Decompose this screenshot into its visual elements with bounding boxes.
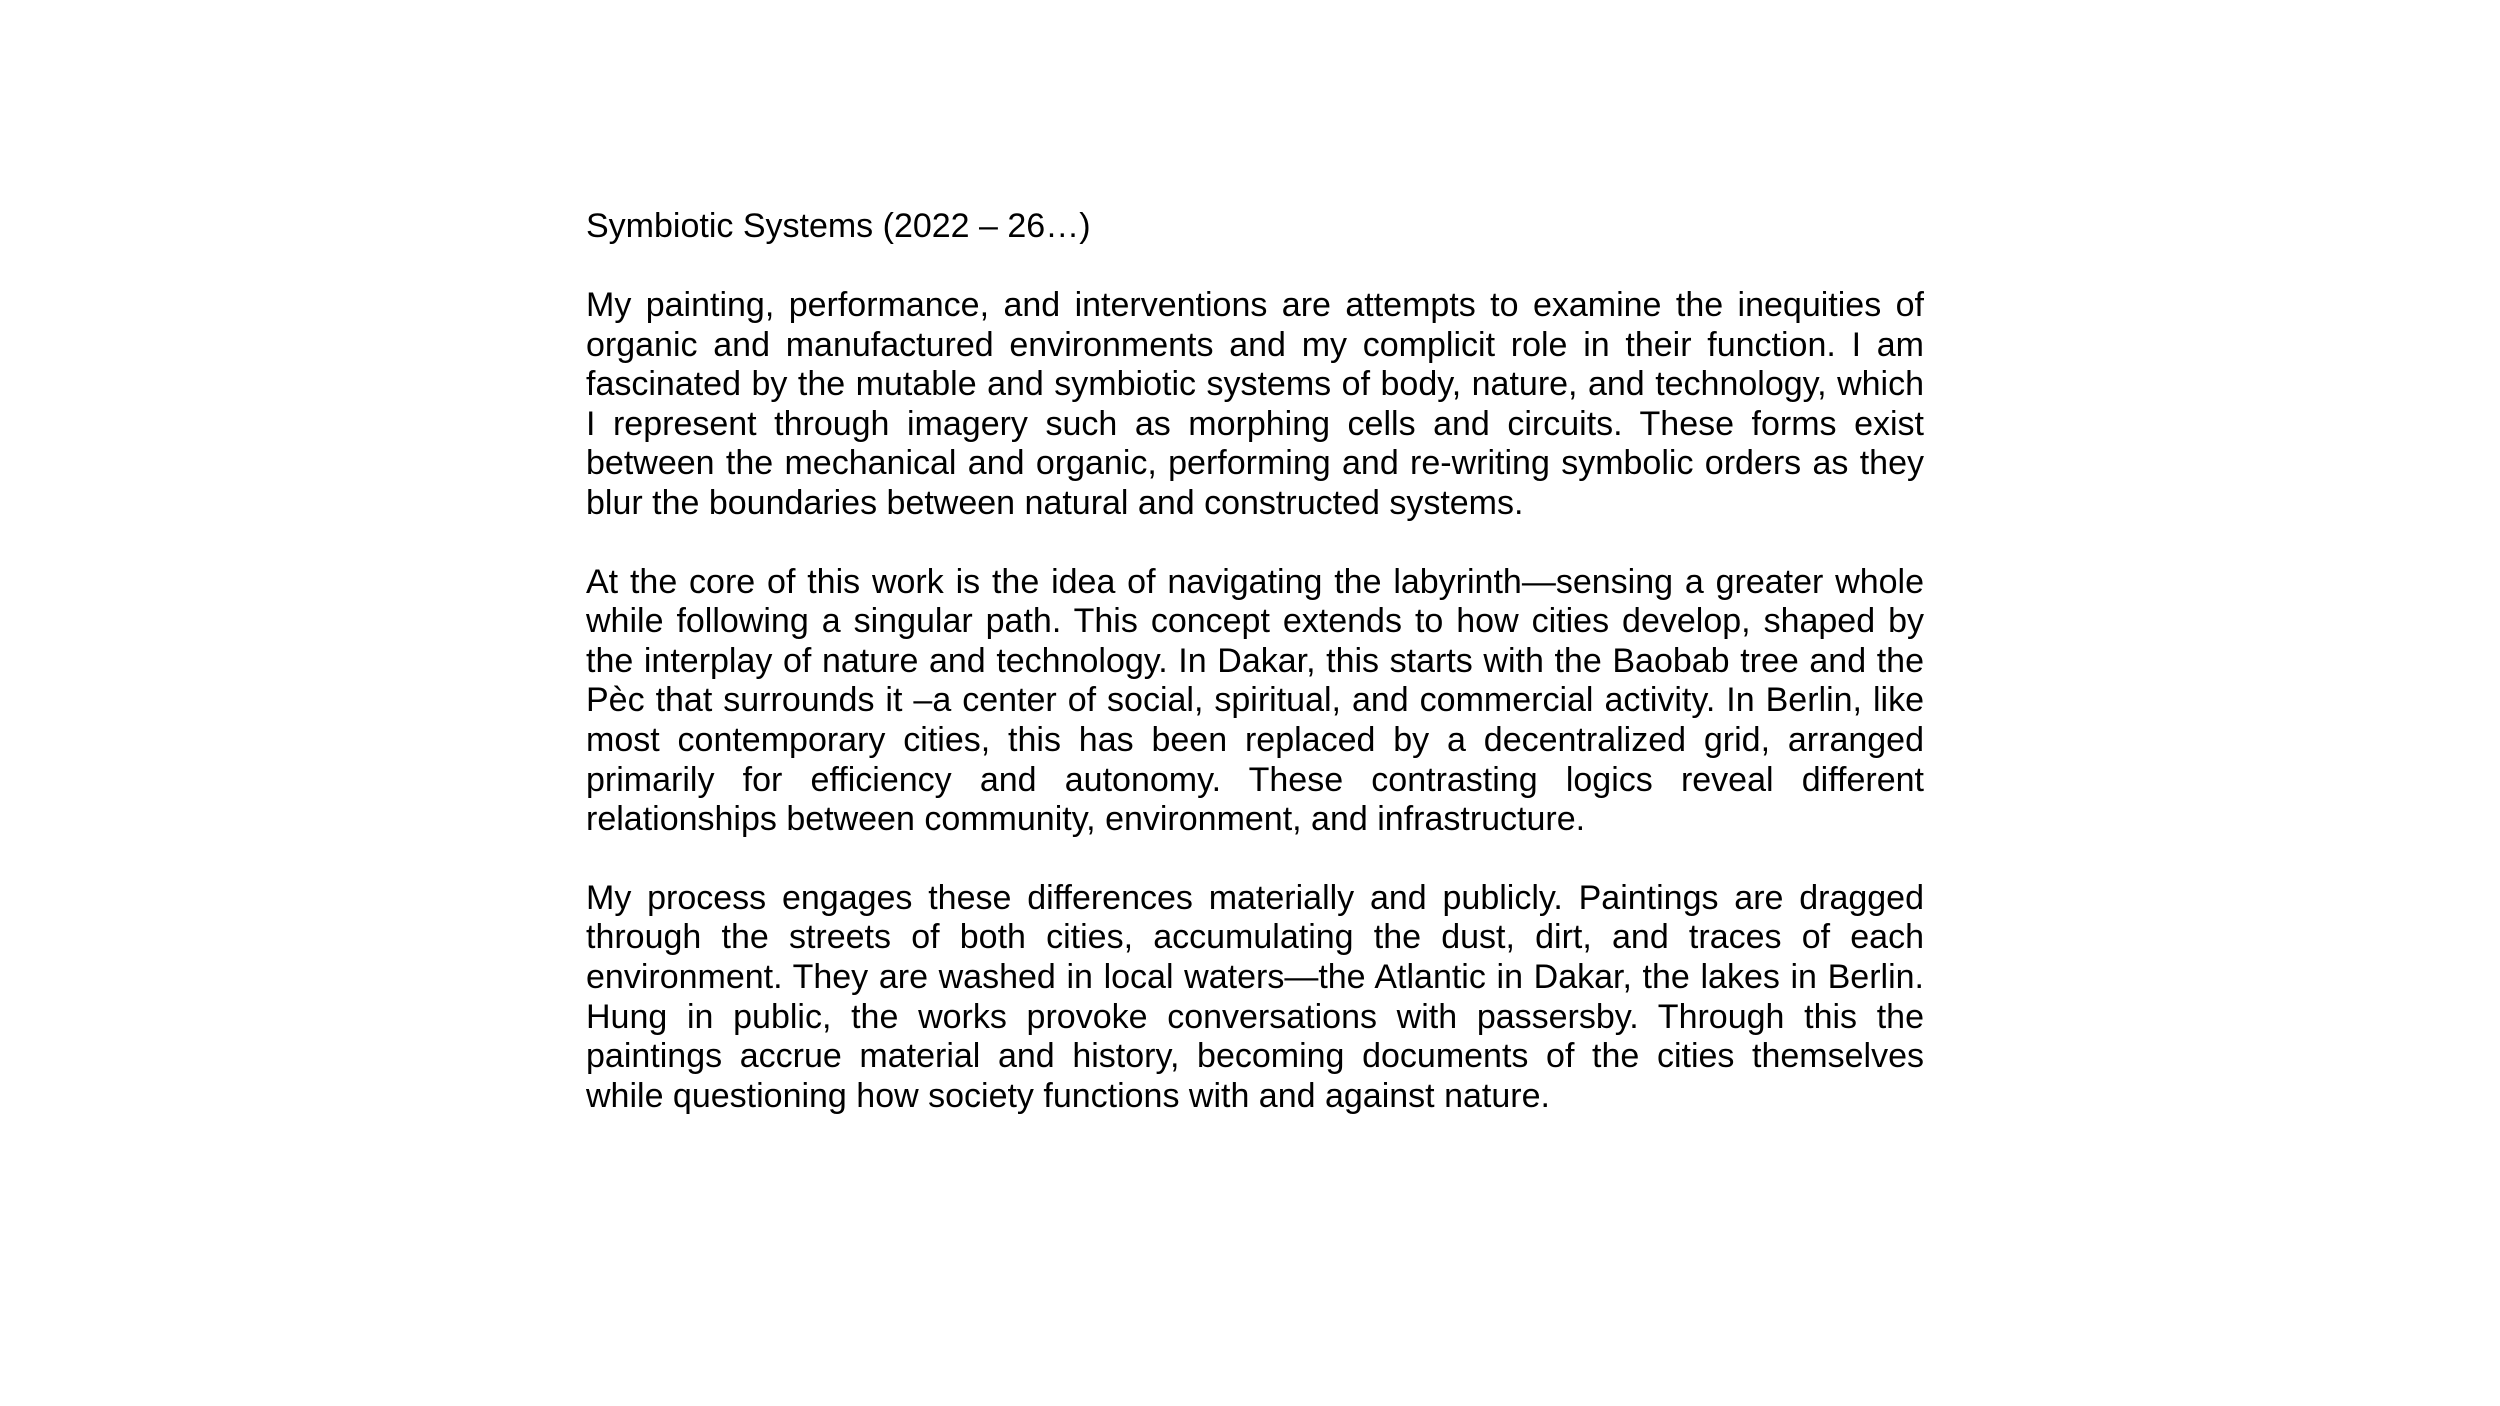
artist-statement	[586, 206, 1924, 1116]
paragraph-2: At the core of this work is the idea of navigating the labyrinth—sensing a greater whole while following a singular path. This concept extends to how cities develop, shaped by the interplay of nature and technology. In Dakar, this starts with the Baobab tree and the Pèc that surrounds it –a center of social, spiritual, and commercial activity. In Berlin, like most contemporary cities, this has been replaced by a decentralized grid, arranged primarily for efficiency and autonomy. These contrasting logics reveal different relationships between community, environment, and infrastructure.	[586, 562, 1924, 839]
paragraph-3: My process engages these differences materially and publicly. Paintings are dragged through the streets of both cities, accumulating the dust, dirt, and traces of each environment. They are washed in local waters—the Atlantic in Dakar, the lakes in Berlin. Hung in public, the works provoke conversations with passersby. Through this the paintings accrue material and history, becoming documents of the cities themselves while questioning how society functions with and against nature.	[586, 878, 1924, 1115]
document-title: Symbiotic Systems (2022 – 26…)	[586, 207, 1091, 245]
paragraph-1: My painting, performance, and interventions are attempts to examine the inequities of organic and manufactured environments and my complicit role in their function. I am fascinated by the mutable and symbiotic systems of body, nature, and technology, which I represent through imagery such as morphing cells and circuits. These forms exist between the mechanical and organic, performing and re-writing symbolic orders as they blur the boundaries between natural and constructed systems.	[586, 286, 1924, 522]
